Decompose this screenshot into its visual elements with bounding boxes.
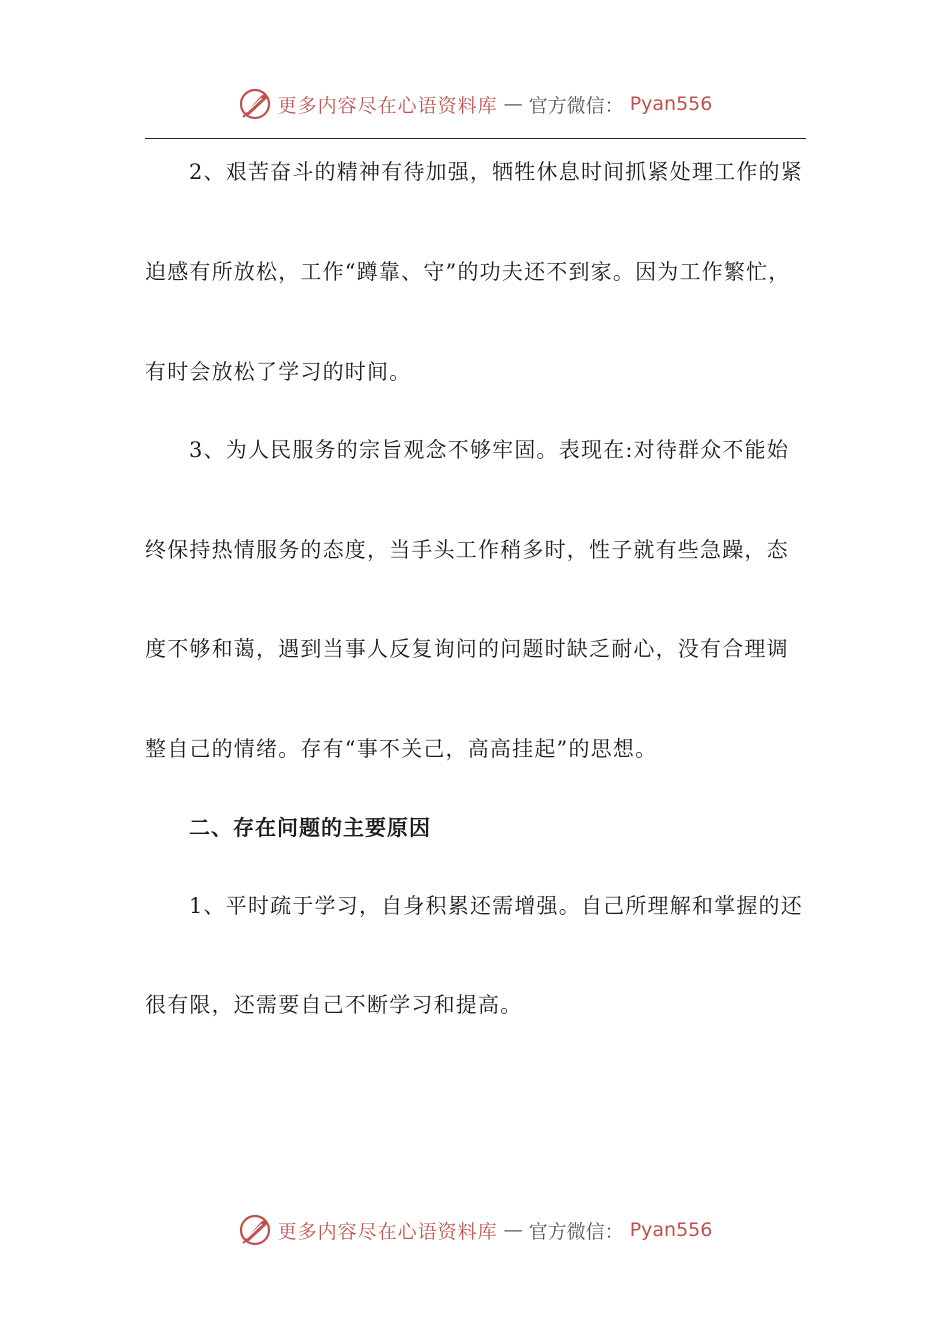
paragraph-line: 3、为人民服务的宗旨观念不够牢固。表现在:对待群众不能始 xyxy=(189,438,790,462)
header-divider xyxy=(145,138,806,139)
paragraph-line: 迫感有所放松，工作“蹲靠、守”的功夫还不到家。因为工作繁忙， xyxy=(145,260,791,284)
watermark-separator: — xyxy=(503,1219,523,1241)
section-heading: 二、存在问题的主要原因 xyxy=(189,816,431,840)
paragraph-line: 整自己的情绪。存有“事不关己，高高挂起”的思想。 xyxy=(145,737,658,761)
watermark-separator: — xyxy=(503,93,523,115)
watermark-contact-label: 官方微信： xyxy=(528,1220,624,1243)
quill-pen-logo-icon xyxy=(238,87,272,121)
watermark-contact-id: Pyan556 xyxy=(629,93,713,115)
paragraph-line: 度不够和蔼，遇到当事人反复询问的问题时缺乏耐心，没有合理调 xyxy=(145,637,789,661)
paragraph-line: 2、艰苦奋斗的精神有待加强，牺牲休息时间抓紧处理工作的紧 xyxy=(189,160,803,184)
header-watermark xyxy=(0,84,950,124)
watermark-brand-text: 更多内容尽在心语资料库 xyxy=(277,1220,498,1243)
footer-watermark xyxy=(0,1210,950,1250)
watermark-contact-id: Pyan556 xyxy=(629,1219,713,1241)
paragraph-line: 1、平时疏于学习，自身积累还需增强。自己所理解和掌握的还 xyxy=(189,894,803,918)
paragraph-line: 很有限，还需要自己不断学习和提高。 xyxy=(145,993,523,1017)
watermark-contact-label: 官方微信： xyxy=(528,94,624,117)
paragraph-line: 终保持热情服务的态度，当手头工作稍多时，性子就有些急躁，态 xyxy=(145,538,789,562)
watermark-brand-text: 更多内容尽在心语资料库 xyxy=(277,94,498,117)
paragraph-line: 有时会放松了学习的时间。 xyxy=(145,360,412,384)
quill-pen-logo-icon xyxy=(238,1213,272,1247)
